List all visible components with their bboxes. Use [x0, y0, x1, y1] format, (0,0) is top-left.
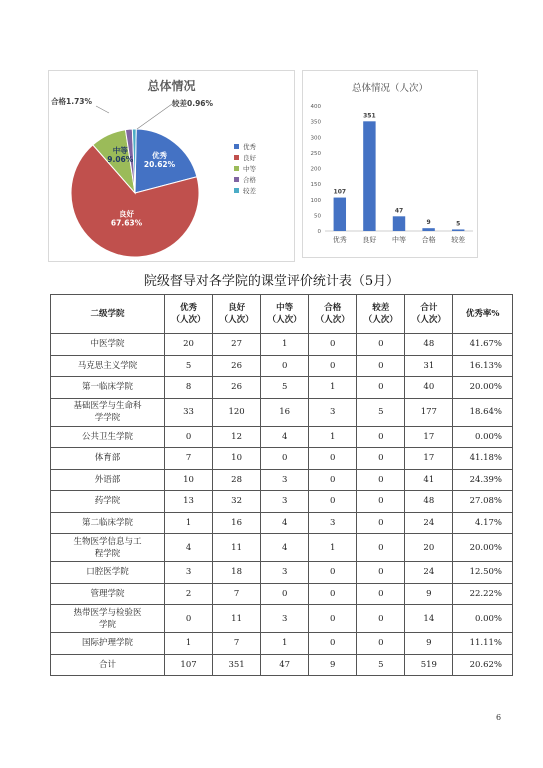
legend-label: 较差 [243, 187, 256, 195]
count-cell: 33 [165, 398, 213, 426]
table-header-row [51, 295, 513, 334]
legend-label: 优秀 [243, 143, 256, 151]
legend-label: 良好 [243, 154, 256, 162]
count-cell: 5 [261, 377, 309, 399]
legend-swatch [234, 155, 239, 160]
count-cell: 0 [261, 583, 309, 605]
count-cell: 9 [309, 654, 357, 676]
count-cell: 5 [165, 355, 213, 377]
pie-chart [49, 71, 294, 261]
count-cell: 0 [357, 355, 405, 377]
table-row [51, 654, 513, 676]
count-cell: 1 [165, 512, 213, 534]
x-tick-label: 中等 [392, 236, 406, 244]
pie-label-2: 中等 9.06% [107, 146, 134, 165]
count-cell: 13 [165, 491, 213, 513]
pie-leader-line [96, 106, 109, 113]
count-cell: 0 [309, 469, 357, 491]
y-tick-label: 250 [310, 150, 321, 157]
count-cell: 0 [309, 334, 357, 356]
count-cell: 0 [309, 633, 357, 655]
count-cell: 0 [357, 426, 405, 448]
excellence-rate-cell: 0.00% [453, 426, 513, 448]
bar-chart-panel [302, 70, 478, 258]
excellence-rate-cell: 41.67% [453, 334, 513, 356]
count-cell: 24 [405, 512, 453, 534]
college-name-cell: 中医学院 [51, 334, 165, 356]
bar-chart-title: 总体情况（人次） [351, 83, 428, 94]
college-name-cell: 药学院 [51, 491, 165, 513]
table-header-cell: 较差 （人次） [357, 295, 405, 334]
table-row [51, 583, 513, 605]
excellence-rate-cell: 18.64% [453, 398, 513, 426]
count-cell: 16 [213, 512, 261, 534]
count-cell: 12 [213, 426, 261, 448]
legend-swatch [234, 166, 239, 171]
y-tick-label: 300 [310, 135, 321, 142]
table-body [51, 334, 513, 676]
bar-data-label: 47 [394, 207, 404, 215]
legend-item [234, 174, 256, 185]
count-cell: 5 [357, 654, 405, 676]
excellence-rate-cell: 16.13% [453, 355, 513, 377]
count-cell: 0 [357, 469, 405, 491]
count-cell: 32 [213, 491, 261, 513]
count-cell: 0 [309, 355, 357, 377]
pie-leader-line [137, 104, 172, 129]
count-cell: 3 [165, 562, 213, 584]
y-tick-label: 50 [314, 213, 321, 220]
legend-item [234, 185, 256, 196]
count-cell: 107 [165, 654, 213, 676]
x-tick-label: 良好 [362, 236, 377, 244]
pie-chart-title: 总体情况 [147, 79, 196, 93]
legend-label: 合格 [243, 176, 256, 184]
excellence-rate-cell: 4.17% [453, 512, 513, 534]
college-name-cell: 基础医学与生命科 学学院 [51, 398, 165, 426]
pie-label-3: 合格1.73% [51, 97, 93, 106]
count-cell: 0 [357, 583, 405, 605]
count-cell: 0 [357, 334, 405, 356]
table-header-cell: 良好 （人次） [213, 295, 261, 334]
x-tick-label: 合格 [421, 236, 436, 244]
table-row [51, 334, 513, 356]
pie-label-0: 优秀 20.62% [143, 150, 176, 169]
excellence-rate-cell: 41.18% [453, 448, 513, 470]
count-cell: 4 [261, 512, 309, 534]
count-cell: 3 [261, 605, 309, 633]
college-name-cell: 第二临床学院 [51, 512, 165, 534]
count-cell: 0 [309, 491, 357, 513]
bar-3 [422, 228, 434, 231]
college-name-cell: 热带医学与检验医 学院 [51, 605, 165, 633]
count-cell: 40 [405, 377, 453, 399]
count-cell: 9 [405, 583, 453, 605]
excellence-rate-cell: 24.39% [453, 469, 513, 491]
count-cell: 9 [405, 633, 453, 655]
count-cell: 0 [357, 491, 405, 513]
college-name-cell: 口腔医学院 [51, 562, 165, 584]
count-cell: 4 [261, 426, 309, 448]
table-row [51, 633, 513, 655]
excellence-rate-cell: 12.50% [453, 562, 513, 584]
y-tick-label: 200 [310, 166, 321, 173]
count-cell: 48 [405, 334, 453, 356]
table-header-cell: 优秀率% [453, 295, 513, 334]
legend-label: 中等 [243, 165, 256, 173]
count-cell: 48 [405, 491, 453, 513]
table-title: 院级督导对各学院的课堂评价统计表（5月） [143, 274, 400, 289]
count-cell: 10 [165, 469, 213, 491]
college-name-cell: 合计 [51, 654, 165, 676]
legend-item [234, 152, 256, 163]
x-tick-label: 较差 [451, 236, 466, 244]
count-cell: 24 [405, 562, 453, 584]
count-cell: 1 [165, 633, 213, 655]
college-name-cell: 马克思主义学院 [51, 355, 165, 377]
table-row [51, 605, 513, 633]
college-name-cell: 体育部 [51, 448, 165, 470]
bar-0 [334, 198, 346, 231]
excellence-rate-cell: 0.00% [453, 605, 513, 633]
count-cell: 3 [261, 469, 309, 491]
count-cell: 8 [165, 377, 213, 399]
count-cell: 47 [261, 654, 309, 676]
pie-label-1: 良好 67.63% [110, 209, 143, 228]
legend-item [234, 163, 256, 174]
count-cell: 0 [357, 534, 405, 562]
bar-4 [452, 229, 464, 231]
count-cell: 3 [261, 562, 309, 584]
count-cell: 1 [309, 426, 357, 448]
count-cell: 0 [309, 562, 357, 584]
legend-swatch [234, 177, 239, 182]
count-cell: 0 [357, 562, 405, 584]
college-name-cell: 国际护理学院 [51, 633, 165, 655]
pie-chart-panel [48, 70, 295, 262]
table-header-cell: 合计 （人次） [405, 295, 453, 334]
y-tick-label: 100 [310, 197, 321, 204]
excellence-rate-cell: 20.00% [453, 534, 513, 562]
count-cell: 26 [213, 355, 261, 377]
count-cell: 11 [213, 605, 261, 633]
count-cell: 31 [405, 355, 453, 377]
table-row [51, 398, 513, 426]
count-cell: 4 [165, 534, 213, 562]
count-cell: 0 [261, 448, 309, 470]
y-tick-label: 150 [310, 182, 321, 189]
count-cell: 0 [309, 605, 357, 633]
y-tick-label: 350 [310, 119, 321, 126]
count-cell: 4 [261, 534, 309, 562]
bar-data-label: 5 [456, 220, 461, 228]
count-cell: 0 [261, 355, 309, 377]
pie-legend [234, 141, 256, 196]
excellence-rate-cell: 27.08% [453, 491, 513, 513]
count-cell: 0 [357, 605, 405, 633]
table-row [51, 377, 513, 399]
college-name-cell: 外语部 [51, 469, 165, 491]
count-cell: 0 [309, 448, 357, 470]
count-cell: 11 [213, 534, 261, 562]
excellence-rate-cell: 22.22% [453, 583, 513, 605]
college-name-cell: 管理学院 [51, 583, 165, 605]
count-cell: 2 [165, 583, 213, 605]
count-cell: 26 [213, 377, 261, 399]
table-row [51, 562, 513, 584]
table-header-cell: 优秀 （人次） [165, 295, 213, 334]
excellence-rate-cell: 20.00% [453, 377, 513, 399]
count-cell: 28 [213, 469, 261, 491]
college-name-cell: 第一临床学院 [51, 377, 165, 399]
bar-data-label: 107 [333, 188, 347, 196]
table-row [51, 534, 513, 562]
bar-1 [363, 121, 375, 231]
table-row [51, 355, 513, 377]
bar-data-label: 9 [426, 219, 431, 227]
college-name-cell: 公共卫生学院 [51, 426, 165, 448]
y-tick-label: 0 [317, 229, 321, 235]
count-cell: 14 [405, 605, 453, 633]
pie-label-4: 较差0.96% [172, 99, 214, 108]
count-cell: 5 [357, 398, 405, 426]
count-cell: 1 [309, 377, 357, 399]
x-tick-label: 优秀 [332, 236, 347, 244]
table-header-cell: 合格 （人次） [309, 295, 357, 334]
table-header-cell: 中等 （人次） [261, 295, 309, 334]
count-cell: 0 [357, 448, 405, 470]
count-cell: 0 [165, 605, 213, 633]
table-row [51, 491, 513, 513]
y-tick-label: 400 [310, 104, 321, 110]
count-cell: 17 [405, 448, 453, 470]
count-cell: 3 [261, 491, 309, 513]
count-cell: 519 [405, 654, 453, 676]
count-cell: 1 [261, 334, 309, 356]
count-cell: 0 [357, 377, 405, 399]
count-cell: 10 [213, 448, 261, 470]
table-row [51, 469, 513, 491]
count-cell: 7 [165, 448, 213, 470]
count-cell: 20 [165, 334, 213, 356]
count-cell: 7 [213, 633, 261, 655]
page-number: 6 [496, 713, 502, 722]
bar-data-label: 351 [363, 112, 376, 120]
count-cell: 27 [213, 334, 261, 356]
legend-swatch [234, 188, 239, 193]
count-cell: 120 [213, 398, 261, 426]
bar-2 [393, 216, 405, 231]
table-row [51, 512, 513, 534]
count-cell: 17 [405, 426, 453, 448]
table-header-cell: 二级学院 [51, 295, 165, 334]
count-cell: 1 [261, 633, 309, 655]
count-cell: 0 [357, 512, 405, 534]
count-cell: 0 [357, 633, 405, 655]
table-row [51, 448, 513, 470]
count-cell: 177 [405, 398, 453, 426]
legend-swatch [234, 144, 239, 149]
count-cell: 351 [213, 654, 261, 676]
count-cell: 16 [261, 398, 309, 426]
count-cell: 0 [165, 426, 213, 448]
count-cell: 0 [309, 583, 357, 605]
evaluation-stats-table [50, 294, 513, 676]
count-cell: 3 [309, 398, 357, 426]
count-cell: 7 [213, 583, 261, 605]
count-cell: 18 [213, 562, 261, 584]
count-cell: 20 [405, 534, 453, 562]
count-cell: 1 [309, 534, 357, 562]
legend-item [234, 141, 256, 152]
count-cell: 41 [405, 469, 453, 491]
excellence-rate-cell: 20.62% [453, 654, 513, 676]
bar-chart [303, 71, 477, 257]
college-name-cell: 生物医学信息与工 程学院 [51, 534, 165, 562]
count-cell: 3 [309, 512, 357, 534]
excellence-rate-cell: 11.11% [453, 633, 513, 655]
table-row [51, 426, 513, 448]
